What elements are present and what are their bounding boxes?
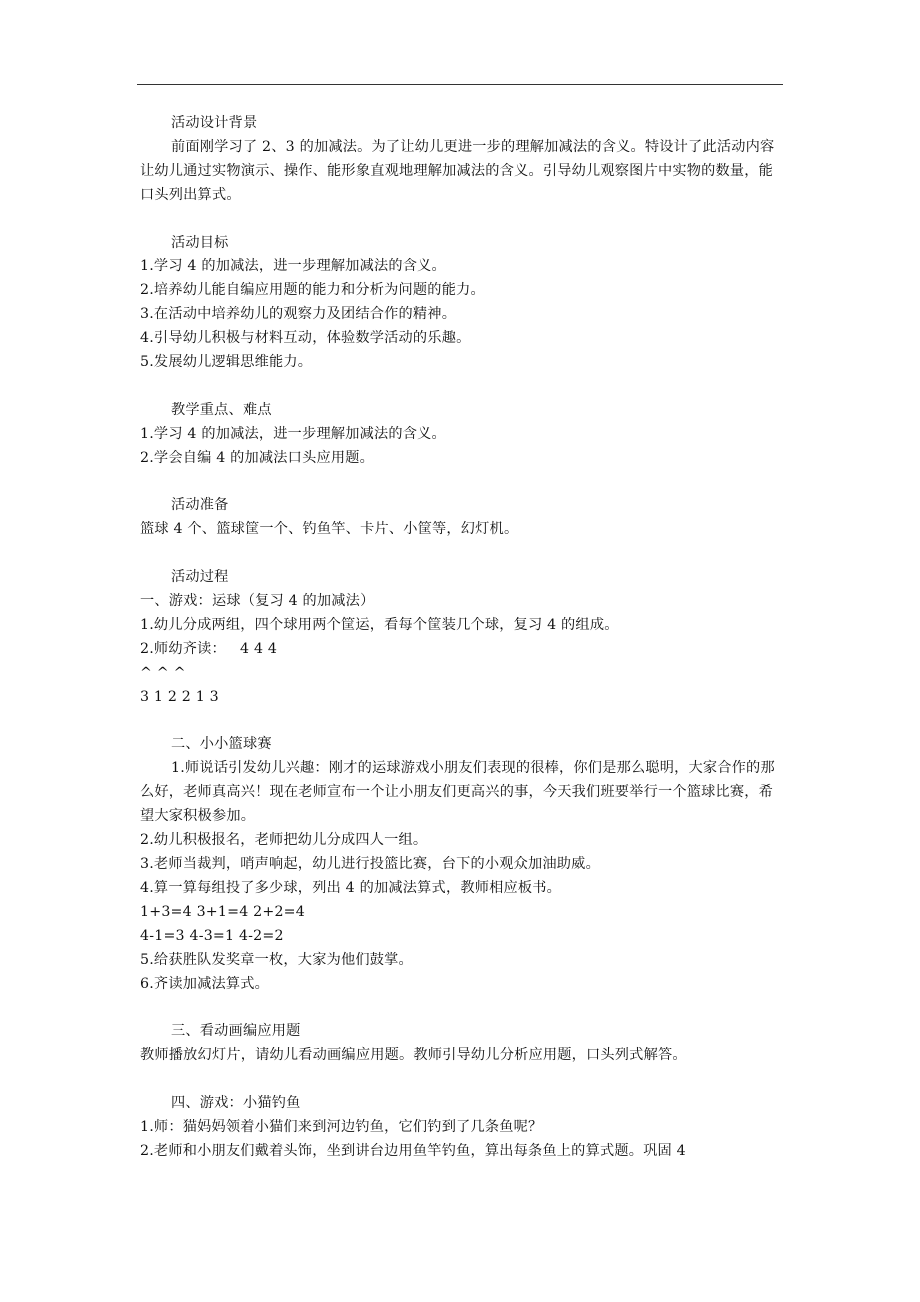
- process-line: 6.齐读加减法算式。: [140, 975, 270, 992]
- spacer: [140, 996, 784, 1020]
- process-line: 1+3=4 3+1=4 2+2=4: [140, 903, 305, 920]
- focus-item: 2.学会自编 4 的加减法口头应用题。: [140, 449, 375, 466]
- process-part-title: 一、游戏：运球（复习 4 的加减法）: [140, 593, 375, 610]
- section-heading-prep: 活动准备: [171, 497, 229, 514]
- process-line: 2.师幼齐读： 4 4 4: [140, 640, 278, 657]
- section-heading-goals: 活动目标: [171, 234, 229, 251]
- process-line: 3 1 2 2 1 3: [140, 688, 219, 705]
- background-paragraph: 前面刚学习了 2、3 的加减法。为了让幼儿更进一步的理解加减法的含义。特设计了此活动内容让幼儿通过实物演示、操作、能形象直观地理解加减法的含义。引导幼儿观察图片中实物的数量，能口头列出算式。: [140, 138, 775, 203]
- process-line: 2.幼儿积极报名，老师把幼儿分成四人一组。: [140, 832, 428, 849]
- goal-item: 1.学习 4 的加减法，进一步理解加减法的含义。: [140, 258, 446, 275]
- process-line: 1.师：猫妈妈领着小猫们来到河边钓鱼，它们钓到了几条鱼呢？: [140, 1118, 543, 1135]
- process-part-title: 二、小小篮球赛: [171, 736, 272, 753]
- header-rule: [137, 84, 783, 85]
- spacer: [140, 542, 784, 566]
- spacer: [140, 1068, 784, 1092]
- section-heading-background: 活动设计背景: [171, 115, 258, 131]
- process-line: 3.老师当裁判，哨声响起，幼儿进行投篮比赛，台下的小观众加油助威。: [140, 856, 600, 873]
- spacer: [140, 710, 784, 734]
- process-paragraph: 1.师说话引发幼儿兴趣：刚才的运球游戏小朋友们表现的很棒，你们是那么聪明，大家合作的那么好，老师真高兴！现在老师宣布一个让小朋友们更高兴的事，今天我们班要举行一个篮球比赛，希望大家积极参加。: [140, 760, 775, 825]
- prep-text: 篮球 4 个、篮球筐一个、钓鱼竿、卡片、小筐等，幻灯机。: [140, 521, 519, 538]
- process-line: 4.算一算每组投了多少球，列出 4 的加减法算式，教师相应板书。: [140, 879, 562, 896]
- document-body: [140, 112, 784, 1164]
- process-part-title: 四、游戏：小猫钓鱼: [171, 1095, 301, 1112]
- focus-item: 1.学习 4 的加减法，进一步理解加减法的含义。: [140, 425, 446, 442]
- goal-item: 2.培养幼儿能自编应用题的能力和分析为问题的能力。: [140, 282, 485, 299]
- section-heading-focus: 教学重点、难点: [171, 401, 272, 418]
- spacer: [140, 375, 784, 399]
- process-line: 4-1=3 4-3=1 4-2=2: [140, 927, 284, 944]
- process-line: 5.给获胜队发奖章一枚，大家为他们鼓掌。: [140, 951, 413, 968]
- goal-item: 5.发展幼儿逻辑思维能力。: [140, 354, 313, 371]
- process-part-title: 三、看动画编应用题: [171, 1023, 301, 1040]
- section-heading-process: 活动过程: [171, 569, 229, 586]
- spacer: [140, 471, 784, 495]
- process-line: 2.老师和小朋友们戴着头饰，坐到讲台边用鱼竿钓鱼，算出每条鱼上的算式题。巩固 4: [140, 1142, 686, 1159]
- spacer: [140, 208, 784, 232]
- process-paragraph: 教师播放幻灯片，请幼儿看动画编应用题。教师引导幼儿分析应用题，口头列式解答。: [140, 1047, 687, 1064]
- goal-item: 4.引导幼儿积极与材料互动，体验数学活动的乐趣。: [140, 330, 471, 347]
- goal-item: 3.在活动中培养幼儿的观察力及团结合作的精神。: [140, 306, 457, 323]
- process-line: 1.幼儿分成两组，四个球用两个筐运，看每个筐装几个球，复习 4 的组成。: [140, 616, 619, 633]
- process-line: ^ ^ ^: [140, 664, 186, 681]
